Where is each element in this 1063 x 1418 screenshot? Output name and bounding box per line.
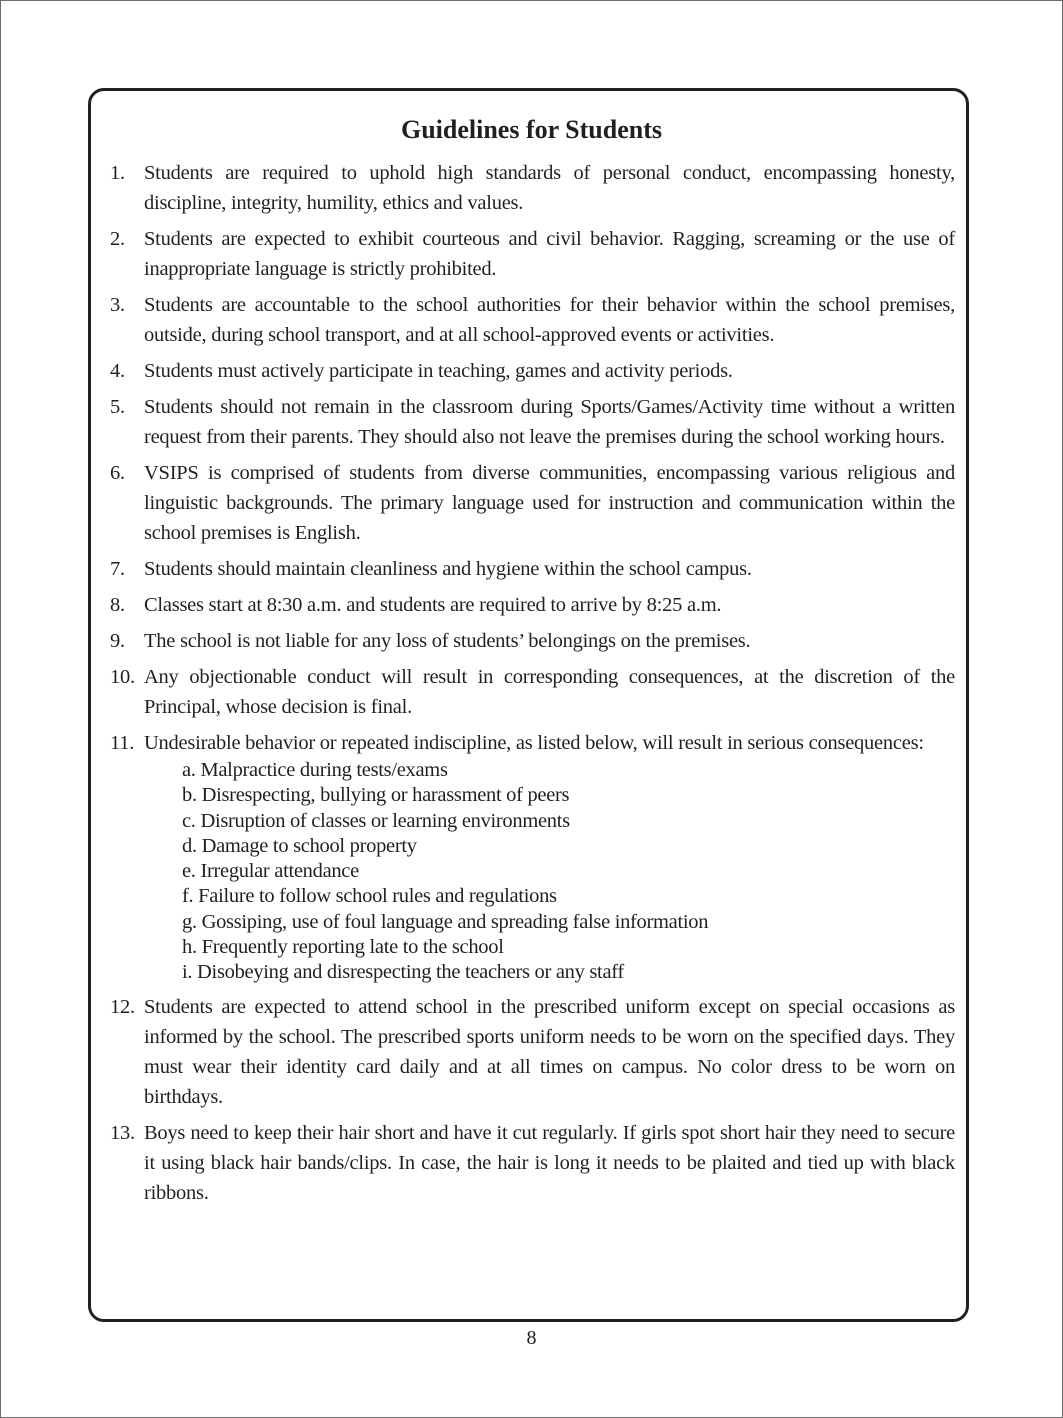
sublist-item: d. Damage to school property [182,834,417,857]
item-number: 6. [110,462,125,484]
item-number: 2. [110,228,125,250]
item-text: Students should maintain cleanliness and hygiene within the school campus. [144,558,752,580]
sublist-item: f. Failure to follow school rules and regulations [182,885,557,908]
item-text: Any objectionable conduct will result in corresponding consequences, at the discretion of the Principal, whose decision is final. [144,666,955,718]
guideline-item [110,1118,955,1208]
sublist-item: h. Frequently reporting late to the school [182,936,504,959]
sublist-item: e. Irregular attendance [182,860,359,883]
sublist-item: a. Malpractice during tests/exams [182,759,448,781]
item-number: 5. [110,396,125,418]
guideline-item [110,458,955,548]
item-text: Boys need to keep their hair short and have it cut regularly. If girls spot short hair they need to secure it using black hair bands/clips. In case, the hair is long it needs to be plaited and tied up with black ribbons. [144,1121,955,1204]
guideline-item [110,392,955,452]
guideline-item [110,992,955,1112]
guideline-item [110,554,955,584]
item-text: Students are accountable to the school authorities for their behavior within the school premises, outside, during school transport, and at all school-approved events or activities. [144,294,955,346]
guideline-item [110,290,955,350]
item-number: 3. [110,294,125,316]
guideline-item [110,662,955,722]
guideline-item [110,626,955,656]
item-number: 4. [110,360,125,382]
guideline-item [110,728,955,986]
guideline-item [110,224,955,284]
consequences-sublist [144,758,955,986]
item-number: 10. [110,666,135,688]
item-text: Students are required to uphold high standards of personal conduct, encompassing honesty, discipline, integrity, humility, ethics and values. [144,162,955,214]
page-title: Guidelines for Students [400,115,662,144]
guideline-item [110,356,955,386]
item-text: Students must actively participate in teaching, games and activity periods. [144,360,733,382]
sublist-item: c. Disruption of classes or learning environments [182,809,570,832]
item-text: Students should not remain in the classroom during Sports/Games/Activity time without a written request from their parents. They should also not leave the premises during the school working hours. [144,396,955,448]
sublist-item: b. Disrespecting, bullying or harassment of peers [182,784,570,807]
item-number: 11. [110,732,135,754]
item-number: 8. [110,594,125,616]
item-text: The school is not liable for any loss of students’ belongings on the premises. [144,630,751,652]
item-text: Undesirable behavior or repeated indiscipline, as listed below, will result in serious consequences: [144,732,924,754]
item-text: Students are expected to exhibit courteous and civil behavior. Ragging, screaming or the use of inappropriate language is strictly prohibited. [144,228,955,280]
item-number: 7. [110,558,125,580]
item-text: Students are expected to attend school in the prescribed uniform except on special occasions as informed by the school. The prescribed sports uniform needs to be worn on the specified days. They must wear their identity card daily and at all times on campus. No color dress to be worn on birthdays. [144,995,955,1108]
page-number: 8 [526,1327,537,1349]
sublist-item: i. Disobeying and disrespecting the teachers or any staff [182,961,624,984]
item-text: VSIPS is comprised of students from diverse communities, encompassing various religious and linguistic backgrounds. The primary language used for instruction and communication within the school premises is English. [144,462,955,544]
item-number: 9. [110,630,125,652]
item-number: 12. [110,995,135,1018]
guidelines-list [110,158,955,1214]
guideline-item [110,158,955,218]
guideline-item [110,590,955,620]
item-text: Classes start at 8:30 a.m. and students are required to arrive by 8:25 a.m. [144,594,722,616]
item-number: 13. [110,1121,135,1144]
sublist-item: g. Gossiping, use of foul language and spreading false information [182,910,709,933]
item-number: 1. [110,162,125,184]
